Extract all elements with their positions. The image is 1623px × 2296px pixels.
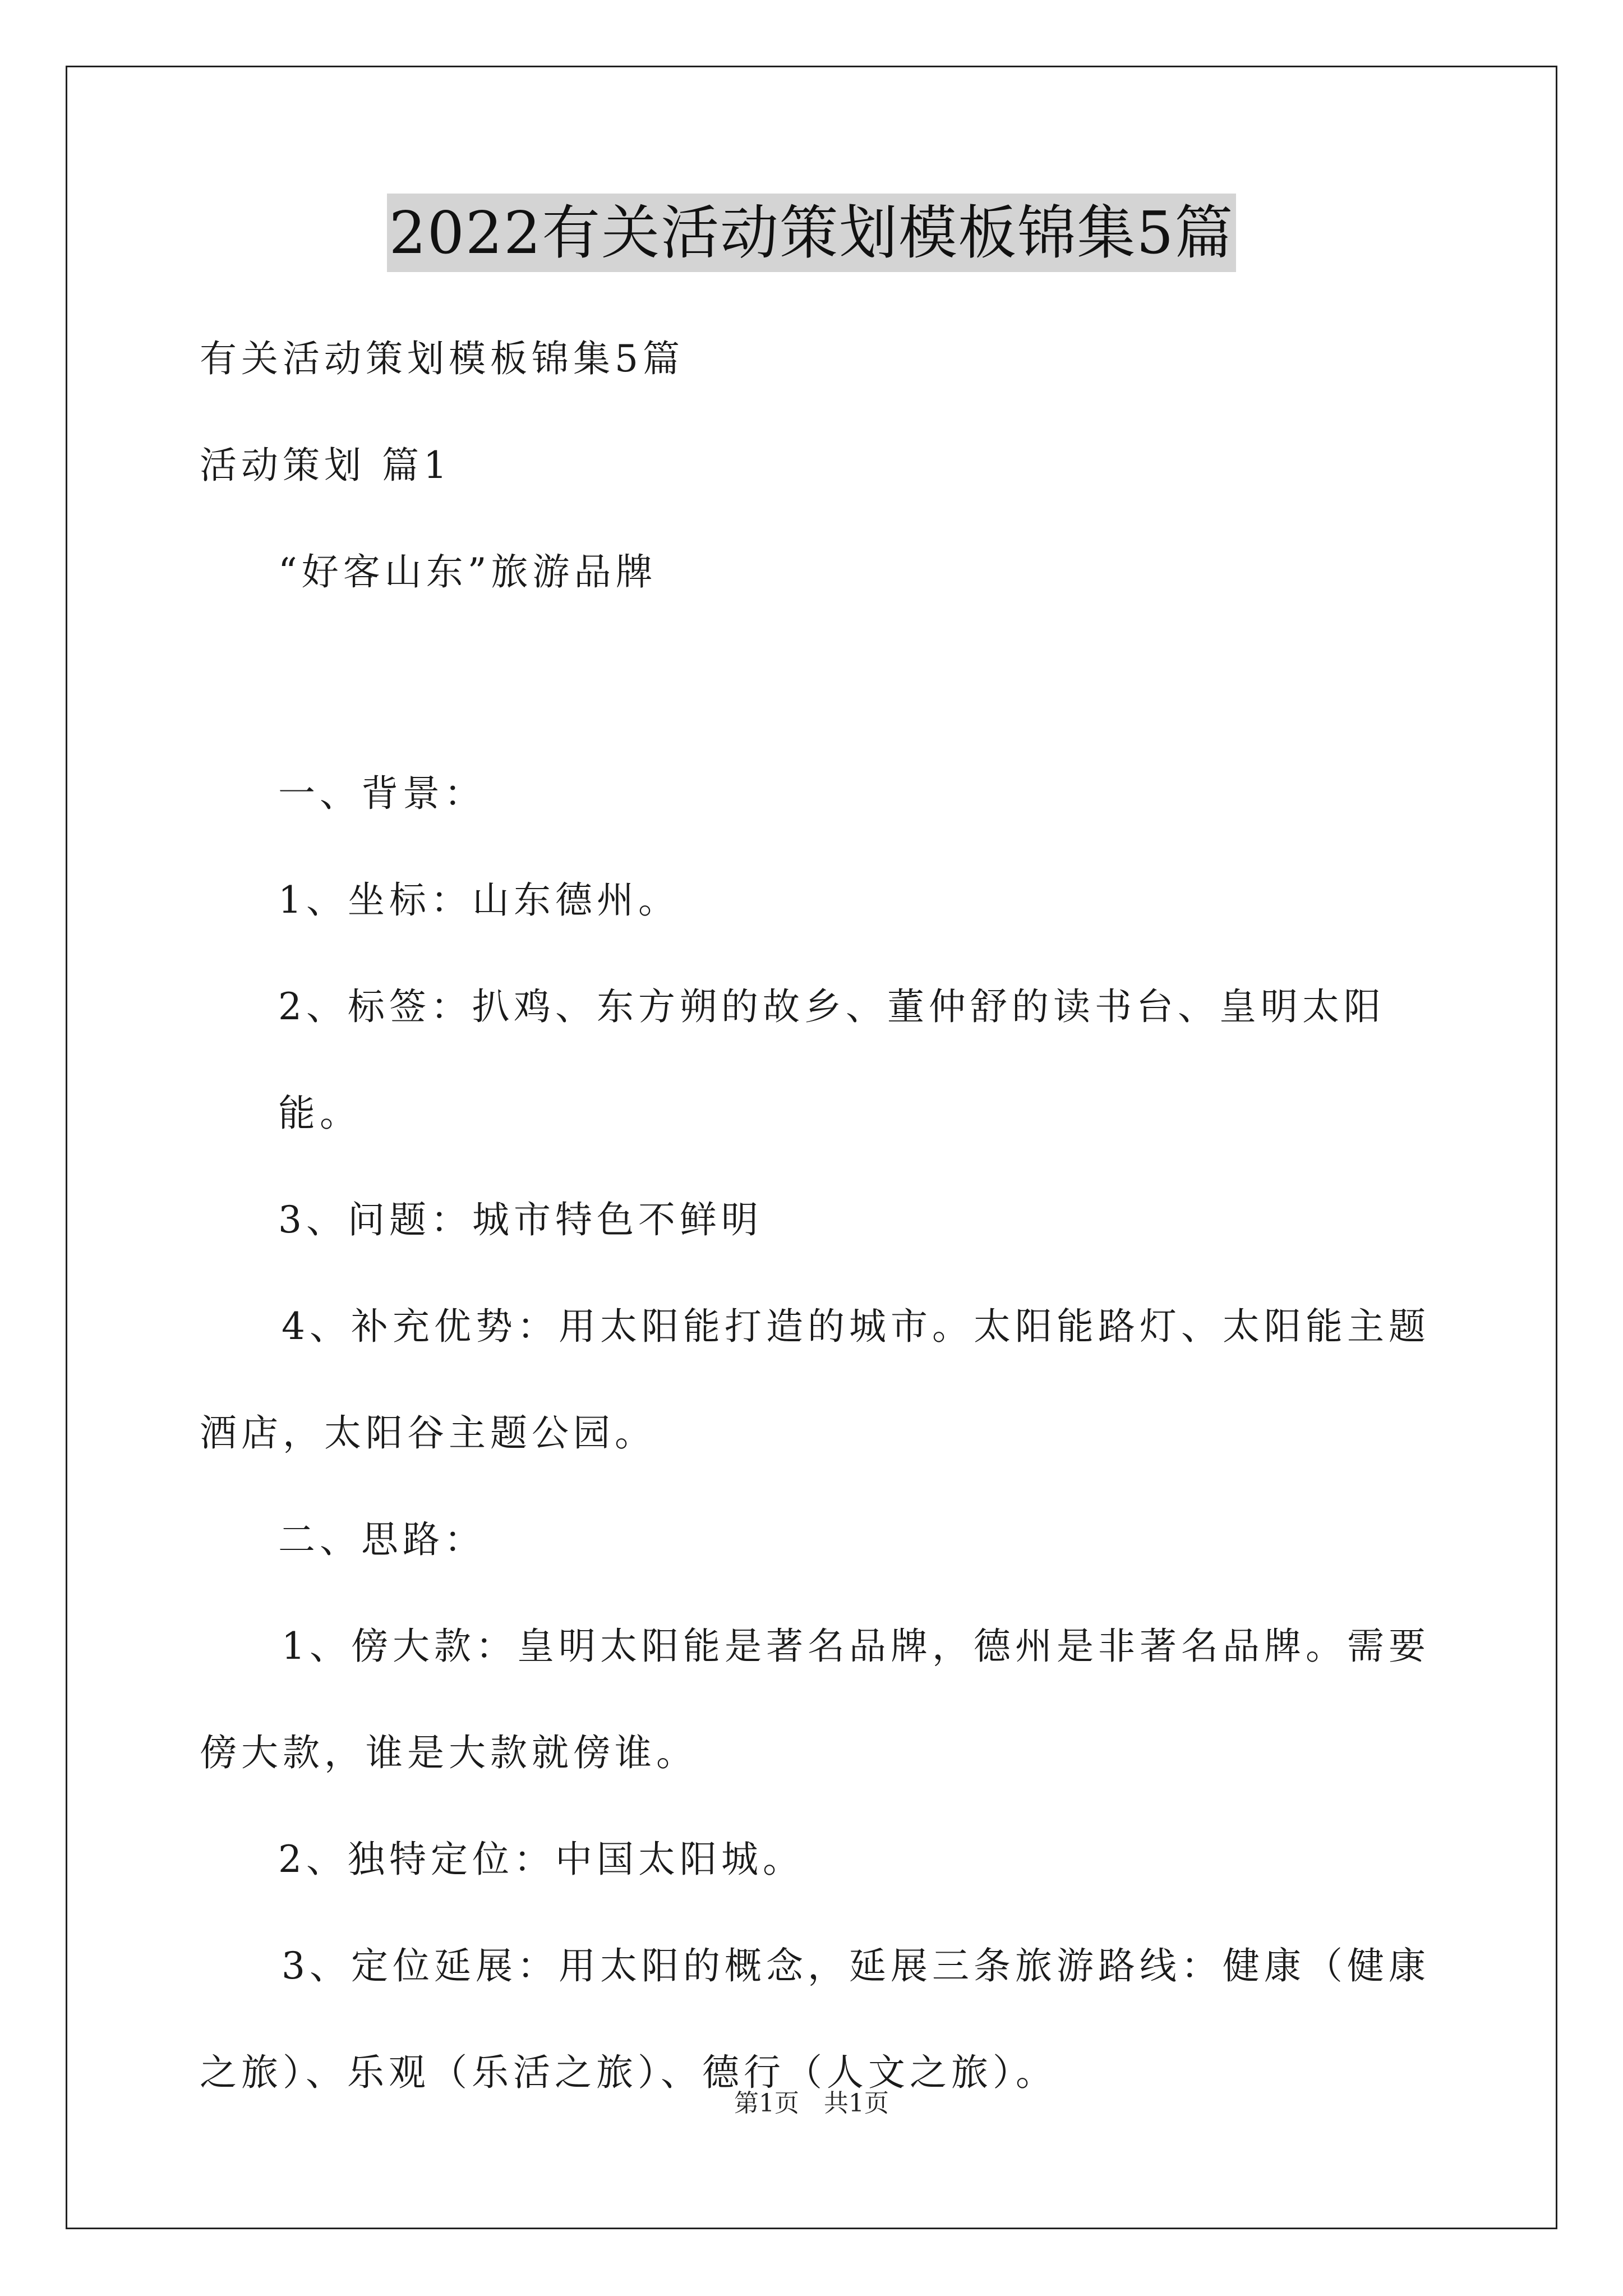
document-title: 2022有关活动策划模板锦集5篇 (387, 194, 1237, 272)
paragraph-big-brand: 1、傍大款：皇明太阳能是著名品牌，德州是非著名品牌。需要傍大款，谁是大款就傍谁。 (200, 1625, 1430, 1774)
paragraph-problem: 3、问题：城市特色不鲜明 (278, 1198, 763, 1241)
section-heading: 活动策划 篇1 (200, 444, 451, 487)
paragraph-extension: 3、定位延展：用太阳的概念，延展三条旅游路线：健康（健康之旅）、乐观（乐活之旅）、德行（人文之旅）。 (200, 1944, 1430, 2094)
brand-title: “好客山东”旅游品牌 (278, 550, 657, 593)
paragraph-advantage: 4、补充优势：用太阳能打造的城市。太阳能路灯、太阳能主题酒店，太阳谷主题公园。 (200, 1305, 1430, 1455)
subtitle-paragraph: 有关活动策划模板锦集5篇 (200, 337, 684, 380)
background-heading: 一、背景： (278, 772, 486, 815)
ideas-heading: 二、思路： (278, 1518, 486, 1561)
paragraph-tags: 2、标签：扒鸡、东方朔的故乡、董仲舒的读书台、皇明太阳能。 (278, 985, 1385, 1135)
title-container (0, 194, 1623, 272)
blank-gap (200, 625, 1450, 740)
page-footer: 第1页 共1页 (734, 2089, 889, 2118)
document-body (200, 306, 1450, 2126)
paragraph-positioning: 2、独特定位：中国太阳城。 (278, 1838, 804, 1881)
paragraph-coordinate: 1、坐标：山东德州。 (278, 878, 680, 922)
